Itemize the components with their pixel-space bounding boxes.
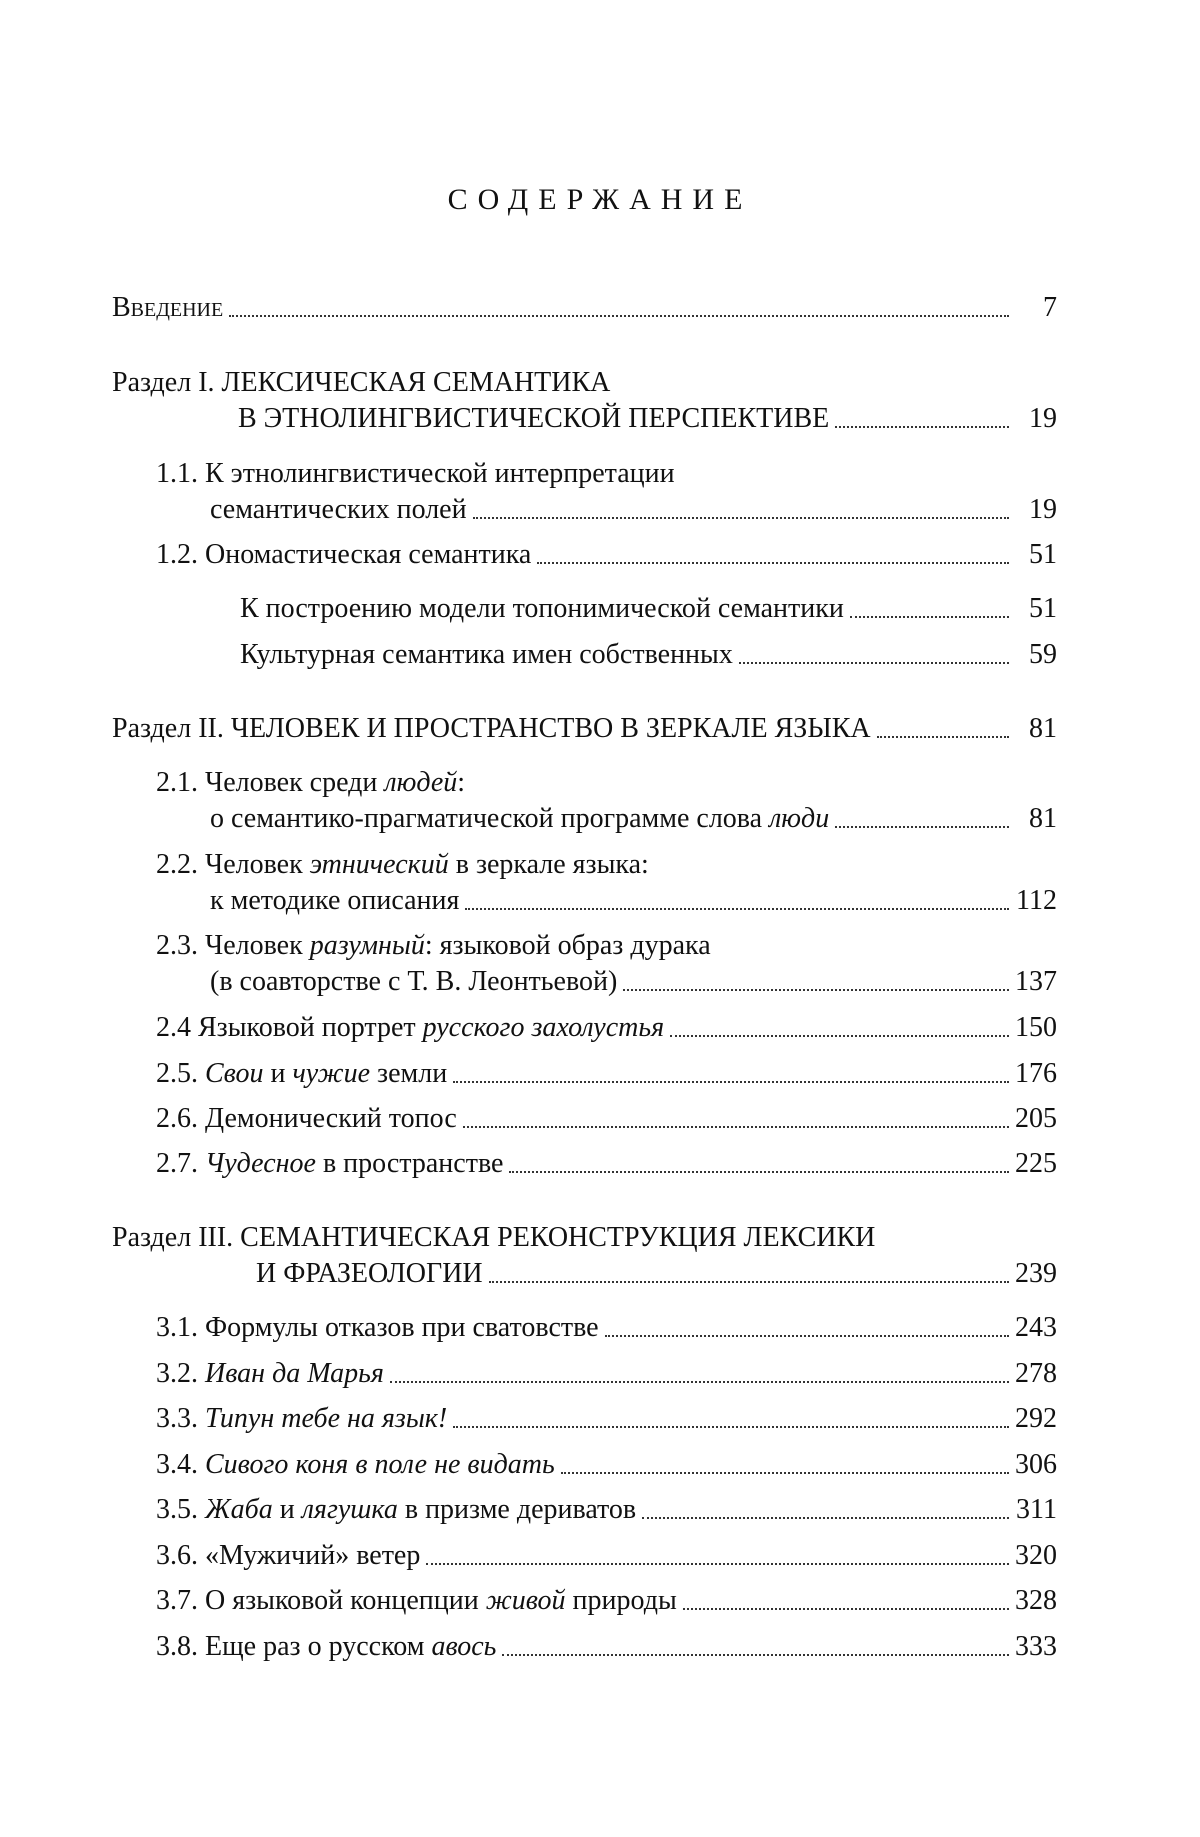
entry-page: 176 [1015,1058,1057,1089]
entry-page: 205 [1015,1103,1057,1134]
toc-entry-3-7[interactable] [156,1583,1057,1619]
entry-title: Раздел I. ЛЕКСИЧЕСКАЯ СЕМАНТИКА [112,367,611,398]
toc-section-1-line1[interactable] [112,365,610,401]
toc-entry-intro[interactable] [112,290,1057,326]
entry-title-italic: лягушка [301,1494,398,1525]
toc-entry-3-8[interactable] [156,1629,1057,1665]
entry-page: 311 [1016,1494,1057,1525]
toc-entry-2-1-line1[interactable] [156,765,465,801]
entry-title-italic: этнический [309,849,449,880]
entry-title [156,1356,384,1392]
entry-title: 3.6. «Мужичий» ветер [156,1540,421,1571]
leader-dots [489,1281,1009,1283]
leader-dots [537,562,1009,564]
leader-dots [835,426,1009,428]
leader-dots [561,1472,1009,1474]
entry-title [210,801,829,837]
entry-page: 7 [1043,292,1057,323]
entry-title: Культурная семантика имен собственных [240,639,733,670]
entry-title: 1.1. К этнолингвистической интерпретации [156,458,675,489]
entry-title: семантических полей [210,494,467,525]
toc-entry-1-2[interactable] [156,537,1057,573]
toc-entry-2-7[interactable] [156,1146,1057,1182]
leader-dots [502,1654,1009,1656]
entry-title-italic: людей [384,767,458,798]
entry-title: К построению модели топонимической семантики [240,593,844,624]
entry-title-part: в призме дериватов [397,1494,637,1525]
entry-title-italic: Типун тебе на язык! [205,1403,448,1434]
leader-dots [426,1563,1009,1565]
entry-title: Раздел II. ЧЕЛОВЕК И ПРОСТРАНСТВО В ЗЕРКАЛЕ ЯЗЫКА [112,713,871,744]
toc-section-1-line2[interactable] [238,401,1057,437]
leader-dots [683,1608,1009,1610]
toc-entry-3-1[interactable] [156,1310,1057,1346]
entry-title-italic: Иван да Марья [205,1358,384,1389]
leader-dots [623,989,1009,991]
entry-title [156,1492,636,1528]
leader-dots [453,1081,1009,1083]
entry-title-part: о семантико-прагматической программе слова [210,803,770,834]
entry-page: 306 [1015,1449,1057,1480]
entry-title-italic: русского захолустья [422,1012,665,1043]
entry-title-italic: Жаба [205,1494,273,1525]
entry-page: 59 [1029,639,1057,670]
leader-dots [877,736,1009,738]
toc-section-3-line1[interactable] [112,1220,875,1256]
entry-title [156,1146,503,1182]
entry-title-part: 2.2. Человек [156,849,310,880]
entry-title: к методике описания [210,885,460,916]
toc-entry-1-2-b[interactable] [240,637,1057,673]
toc-entry-2-1-line2[interactable] [210,801,1057,837]
leader-dots [739,662,1009,664]
entry-title-italic: Сивого коня в поле не видать [205,1449,555,1480]
entry-title [156,1583,677,1619]
toc-entry-3-3[interactable] [156,1401,1057,1437]
entry-title-part: 2.4 Языковой портрет [156,1012,423,1043]
entry-title-part: 2.3. Человек [156,930,310,961]
entry-page: 19 [1029,403,1057,434]
entry-title: 2.6. Демонический топос [156,1103,457,1134]
entry-title-part: и [272,1494,302,1525]
toc-entry-2-2-line2[interactable] [210,883,1057,919]
toc-entry-2-6[interactable] [156,1101,1057,1137]
entry-title-italic: чужие [292,1058,371,1089]
entry-page: 239 [1015,1258,1057,1289]
entry-title [156,1447,555,1483]
toc-heading: СОДЕРЖАНИЕ [447,183,753,216]
entry-page: 243 [1015,1312,1057,1343]
entry-title-italic: авось [431,1631,497,1662]
leader-dots [850,616,1009,618]
entry-title [156,1010,664,1046]
entry-title-part: земли [370,1058,448,1089]
toc-section-2[interactable] [112,711,1057,747]
entry-title-part: в пространстве [315,1148,504,1179]
entry-page: 81 [1029,803,1057,834]
toc-entry-2-3-line2[interactable] [210,964,1057,1000]
entry-title-part: 3.4. [156,1449,205,1480]
entry-title-part: в зеркале языка: [448,849,649,880]
entry-page: 112 [1016,885,1057,916]
leader-dots [835,826,1009,828]
entry-page: 19 [1029,494,1057,525]
entry-title: Введение [112,292,224,323]
entry-page: 225 [1015,1148,1057,1179]
entry-page: 320 [1015,1540,1057,1571]
entry-title: 3.1. Формулы отказов при сватовстве [156,1312,599,1343]
entry-title-part: 2.5. [156,1058,205,1089]
entry-page: 328 [1015,1585,1057,1616]
entry-title-part: 3.8. Еще раз о русском [156,1631,432,1662]
entry-page: 51 [1029,593,1057,624]
entry-title: И ФРАЗЕОЛОГИИ [256,1258,483,1289]
entry-title: (в соавторстве с Т. В. Леонтьевой) [210,966,618,997]
leader-dots [670,1035,1009,1037]
leader-dots [453,1426,1009,1428]
entry-page: 81 [1029,713,1057,744]
entry-title-part: 3.3. [156,1403,205,1434]
entry-title-part: и [263,1058,293,1089]
entry-title-italic: Свои [205,1058,264,1089]
entry-page: 278 [1015,1358,1057,1389]
toc-entry-2-4[interactable] [156,1010,1057,1046]
leader-dots [605,1335,1009,1337]
entry-title-part: : [457,767,466,798]
entry-title-part: 3.7. О языковой концепции [156,1585,486,1616]
entry-title-part: 3.5. [156,1494,205,1525]
entry-title-part: 2.1. Человек среди [156,767,385,798]
entry-title-part: 2.7. [156,1148,205,1179]
toc-entry-2-5[interactable] [156,1056,1057,1092]
leader-dots [390,1381,1009,1383]
toc-entry-2-2-line1[interactable] [156,847,649,883]
leader-dots [473,517,1009,519]
entry-title: Раздел III. СЕМАНТИЧЕСКАЯ РЕКОНСТРУКЦИЯ ЛЕКСИКИ [112,1222,876,1253]
toc-entry-1-1-line2[interactable] [210,492,1057,528]
leader-dots [465,908,1009,910]
entry-page: 137 [1015,966,1057,997]
toc-entry-1-2-a[interactable] [240,591,1057,627]
leader-dots [509,1171,1009,1173]
toc-section-3-line2[interactable] [256,1256,1057,1292]
entry-title: В ЭТНОЛИНГВИСТИЧЕСКОЙ ПЕРСПЕКТИВЕ [238,403,830,434]
toc-entry-3-2[interactable] [156,1356,1057,1392]
leader-dots [229,315,1009,317]
entry-page: 292 [1015,1403,1057,1434]
toc-entry-3-4[interactable] [156,1447,1057,1483]
leader-dots [463,1126,1009,1128]
toc-entry-2-3-line1[interactable] [156,928,711,964]
leader-dots [642,1517,1009,1519]
entry-title-italic: люди [769,803,830,834]
entry-page: 51 [1029,539,1057,570]
entry-title-italic: разумный [309,930,425,961]
entry-title-italic: живой [485,1585,566,1616]
entry-title-italic: Чудесное [205,1148,316,1179]
entry-page: 150 [1015,1012,1057,1043]
entry-title-part: природы [565,1585,677,1616]
entry-title-part: 3.2. [156,1358,205,1389]
toc-entry-1-1-line1[interactable] [156,456,675,492]
entry-title [156,1056,447,1092]
entry-title-part: : языковой образ дурака [424,930,711,961]
toc-entry-3-5[interactable] [156,1492,1057,1528]
entry-title: 1.2. Ономастическая семантика [156,539,532,570]
toc-entry-3-6[interactable] [156,1538,1057,1574]
entry-page: 333 [1015,1631,1057,1662]
entry-title [156,1401,447,1437]
entry-title [156,1629,496,1665]
